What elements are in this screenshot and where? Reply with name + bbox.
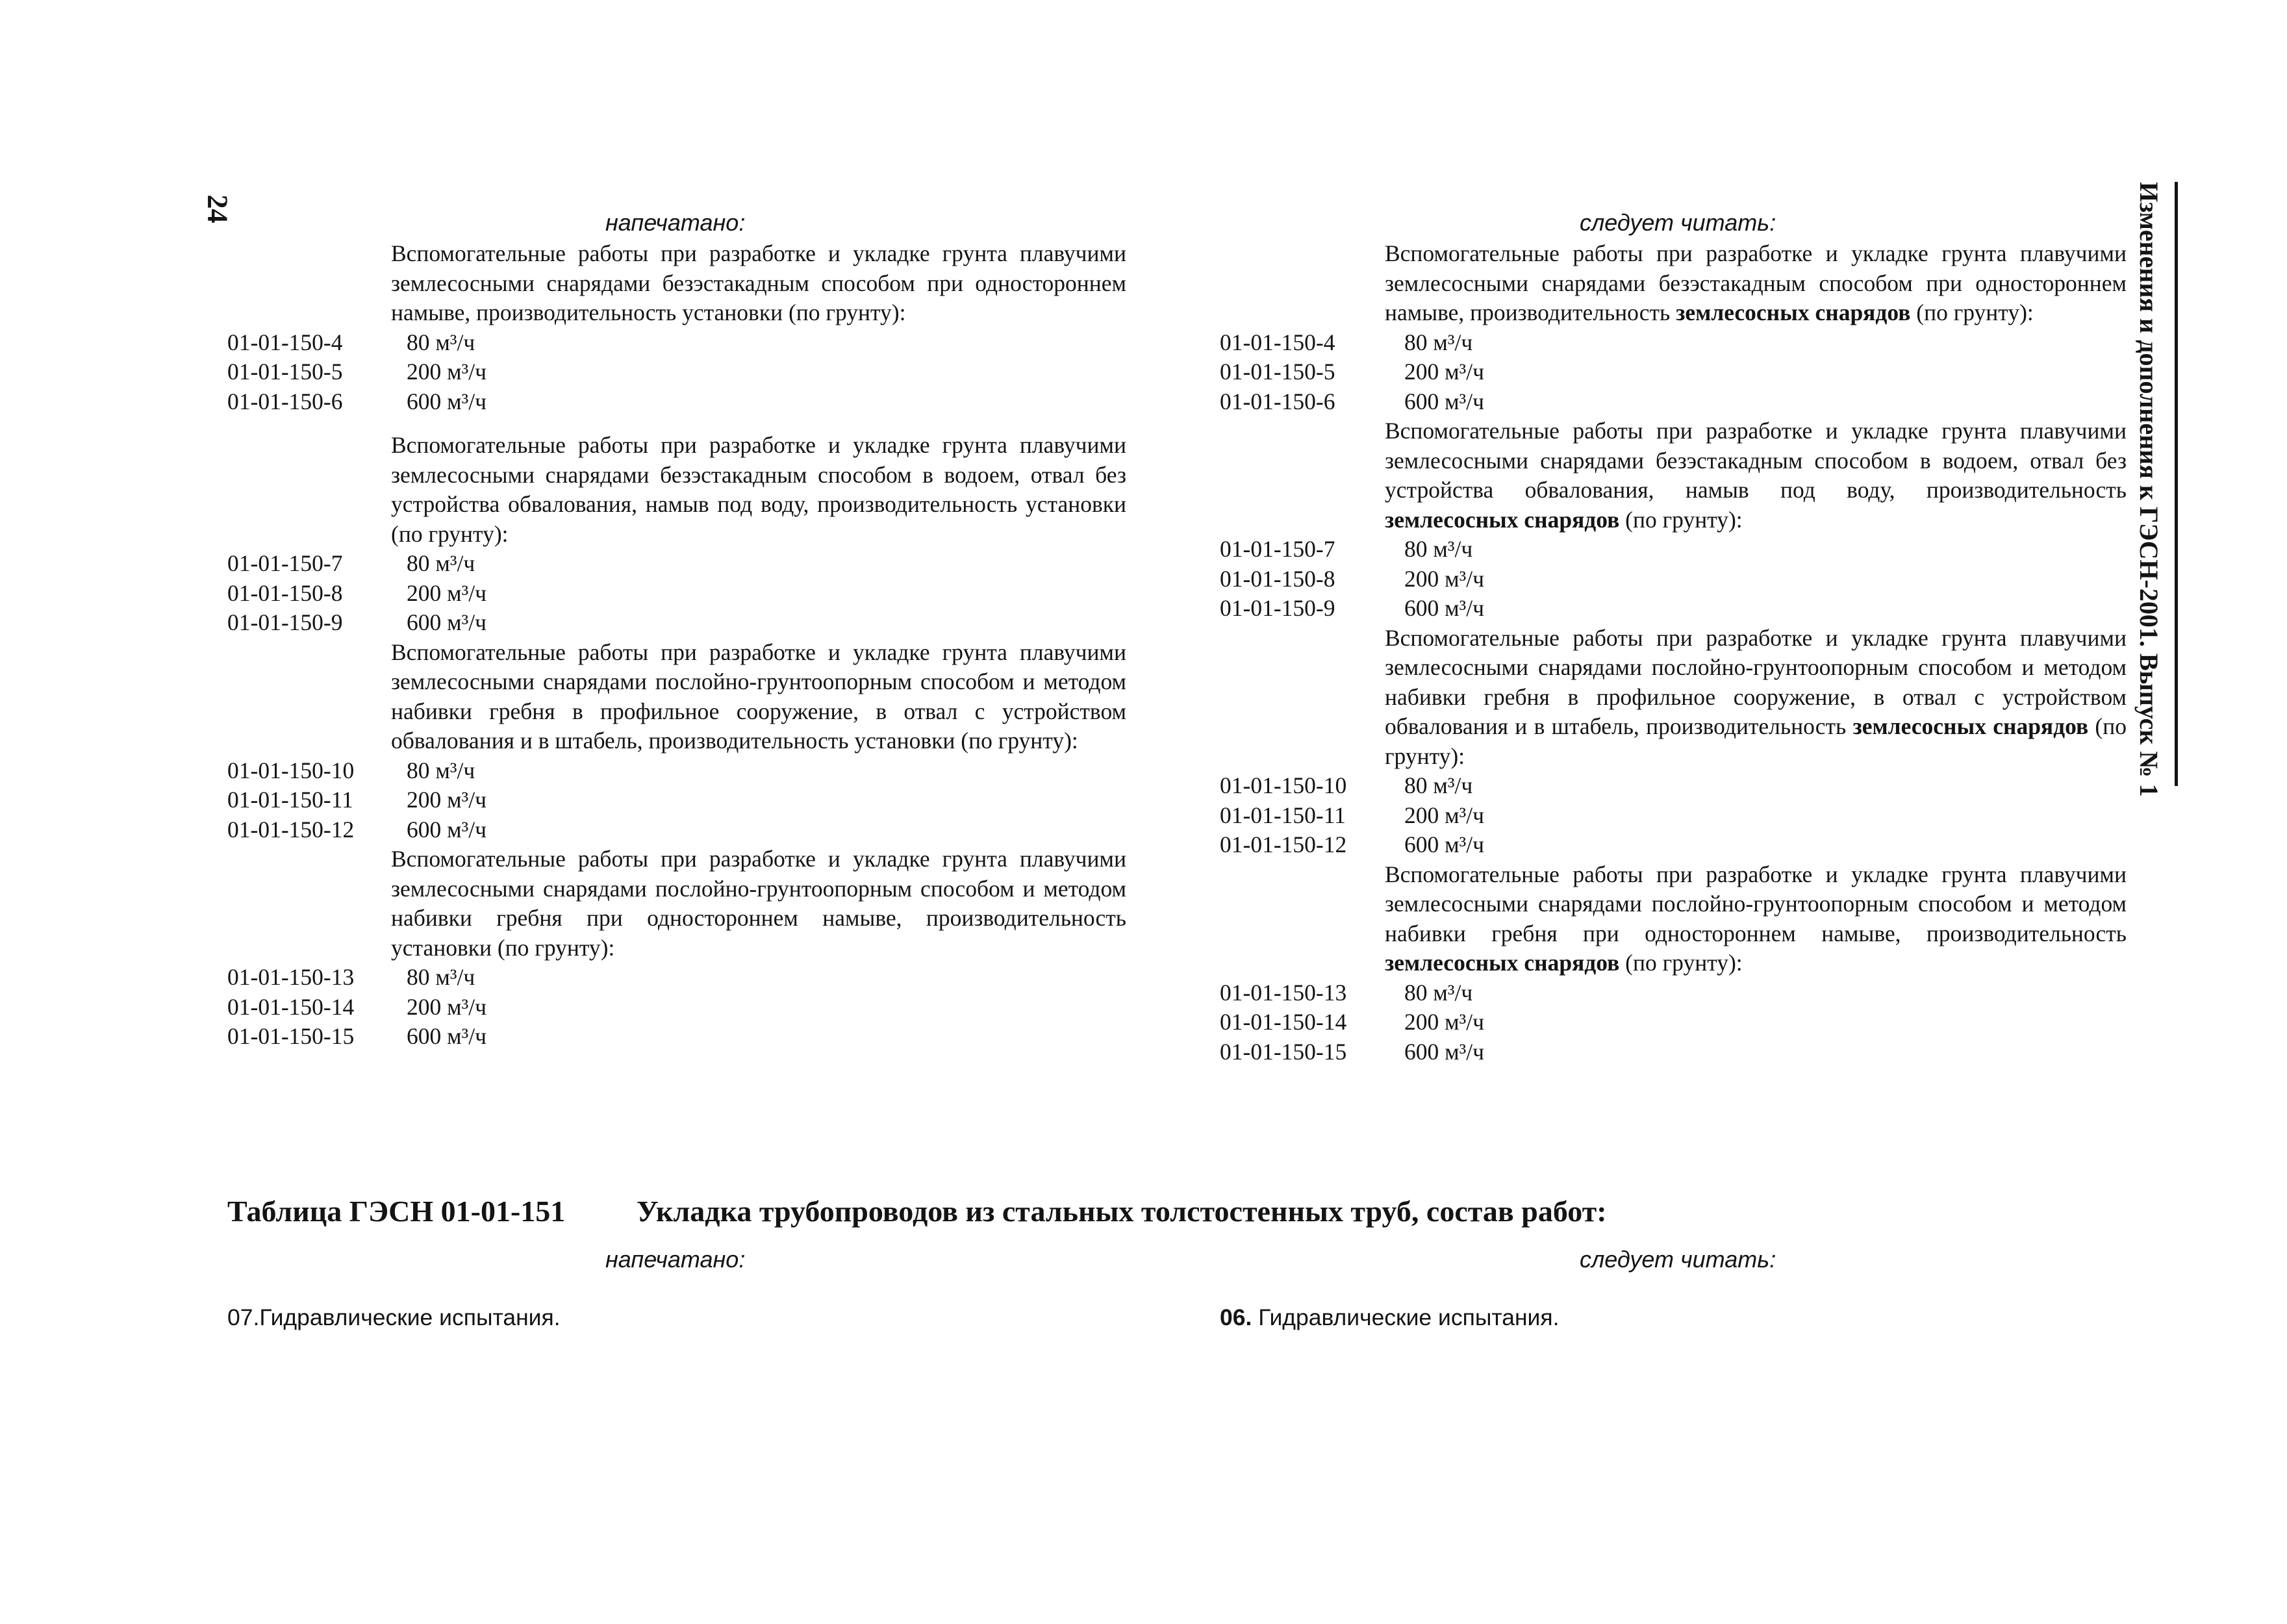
rate-code: 01-01-150-9 [1220,595,1335,621]
section [227,844,1137,1052]
rate-row [227,579,1137,609]
section-description [1385,239,2127,328]
rate-value: 200 м³/ч [1404,565,1484,592]
rate-value: 80 м³/ч [1404,536,1473,562]
rate-row [1220,357,2129,387]
section-description [391,638,1126,756]
bottom-corrected-item-text: Гидравлические испытания. [1252,1304,1560,1330]
rate-code: 01-01-150-11 [1220,802,1346,828]
rate-code: 01-01-150-8 [1220,565,1335,592]
rate-value: 80 м³/ч [407,964,475,990]
section [1220,416,2129,624]
rate-row [227,963,1137,993]
description-part: (по грунту): [1910,299,2034,325]
rate-value: 600 м³/ч [407,609,486,635]
rate-row [1220,535,2129,565]
rate-code: 01-01-150-12 [227,816,355,843]
description-part: Вспомогательные работы при разработке и укладке грунта плавучими землесосными снарядами безэстакадным способом в водоем, отвал без устройства обвалования, намыв под воду, производительность [1385,418,2127,503]
rate-value: 600 м³/ч [407,1023,486,1049]
description-part: Вспомогательные работы при разработке и укладке грунта плавучими землесосными снарядами безэстакадным способом при одностороннем намыве, производительность установки (по грунту): [391,240,1126,325]
rate-row [1220,328,2129,358]
rate-code: 01-01-150-10 [227,757,355,783]
section [1220,239,2129,416]
description-part: Вспомогательные работы при разработке и укладке грунта плавучими землесосными снарядами послойно-грунтоопорным способом и методом набивки гребня при одностороннем намыве, производительность установки (по грунту): [391,846,1126,961]
printed-heading: напечатано: [605,209,746,236]
rate-code: 01-01-150-5 [1220,359,1335,385]
description-bold-part: землесосных снарядов [1852,713,2089,739]
section [1220,860,2129,1067]
rate-value: 200 м³/ч [407,787,486,813]
rate-value: 80 м³/ч [1404,979,1473,1006]
rate-row [227,756,1137,786]
page-number: 24 [201,194,234,223]
rate-code: 01-01-150-4 [1220,329,1335,355]
rate-value: 80 м³/ч [407,757,475,783]
rate-code: 01-01-150-11 [227,787,353,813]
rate-row [227,608,1137,638]
rate-row [227,387,1137,417]
description-bold-part: землесосных снарядов [1385,950,1620,976]
rate-row [227,785,1137,815]
rate-code: 01-01-150-14 [1220,1009,1347,1035]
rate-row [1220,1008,2129,1037]
description-part: Вспомогательные работы при разработке и укладке грунта плавучими землесосными снарядами безэстакадным способом в водоем, отвал без устройства обвалования, намыв под воду, производительность установки (по грунту): [391,432,1126,547]
rate-row [227,815,1137,845]
rate-code: 01-01-150-13 [227,964,355,990]
rate-value: 80 м³/ч [1404,772,1473,798]
bottom-corrected-heading: следует читать: [1580,1246,1776,1273]
section [227,431,1137,638]
description-part: (по грунту): [1619,950,1743,976]
rate-value: 80 м³/ч [1404,329,1473,355]
rate-row [1220,594,2129,624]
rate-row [1220,387,2129,417]
bottom-corrected-item [1220,1304,1559,1331]
rate-code: 01-01-150-7 [1220,536,1335,562]
table-title [227,1194,2111,1228]
rate-row [1220,830,2129,860]
rate-row [1220,565,2129,594]
rate-value: 600 м³/ч [407,388,486,414]
rate-value: 600 м³/ч [407,816,486,843]
corrected-heading: следует читать: [1580,209,1776,236]
rate-value: 200 м³/ч [407,579,486,606]
rate-row [1220,1037,2129,1067]
bottom-printed-heading: напечатано: [605,1246,746,1273]
section-description [391,431,1126,549]
rate-code: 01-01-150-15 [227,1023,355,1049]
table-caption: Укладка трубопроводов из стальных толстостенных труб, состав работ: [637,1195,1607,1228]
section-description [1385,416,2127,535]
rate-code: 01-01-150-14 [227,993,355,1020]
rate-row [1220,978,2129,1008]
rate-value: 200 м³/ч [1404,1009,1484,1035]
description-bold-part: землесосных снарядов [1385,506,1620,533]
rate-code: 01-01-150-6 [1220,388,1335,414]
section-description [391,239,1126,328]
rate-code: 01-01-150-6 [227,388,343,414]
rate-code: 01-01-150-9 [227,609,343,635]
side-title: Изменения и дополнения к ГЭСН-2001. Выпуск № 1 [2134,182,2164,797]
rate-code: 01-01-150-15 [1220,1038,1347,1065]
rate-code: 01-01-150-13 [1220,979,1347,1006]
section-description [391,844,1126,963]
rate-row [227,1022,1137,1052]
rate-value: 200 м³/ч [1404,802,1484,828]
section-description [1385,624,2127,772]
rate-code: 01-01-150-12 [1220,831,1347,857]
rate-row [227,357,1137,387]
description-part: Вспомогательные работы при разработке и укладке грунта плавучими землесосными снарядами послойно-грунтоопорным способом и методом набивки гребня в профильное сооружение, в отвал с устройством обвалования и в штабель, производительность установки (по грунту): [391,639,1126,754]
rate-code: 01-01-150-4 [227,329,343,355]
rate-row [1220,801,2129,831]
description-part: Вспомогательные работы при разработке и укладке грунта плавучими землесосными снарядами безэстакадным способом при одностороннем намыве, производительность [1385,240,2127,325]
description-part: Вспомогательные работы при разработке и укладке грунта плавучими землесосными снарядами послойно-грунтоопорным способом и методом набивки гребня в профильное сооружение, в отвал с устройством обвалования и в штабель, производительность [1385,624,2127,739]
rate-code: 01-01-150-10 [1220,772,1347,798]
side-rule [2175,182,2178,786]
bottom-printed-item: 07.Гидравлические испытания. [227,1304,561,1330]
section-description [1385,860,2127,978]
bottom-corrected-item-number: 06. [1220,1304,1252,1330]
description-bold-part: землесосных снарядов [1676,299,1911,325]
rate-value: 600 м³/ч [1404,595,1484,621]
rate-value: 200 м³/ч [407,359,486,385]
section [227,239,1137,416]
corrected-column [1220,207,2129,1067]
rate-value: 600 м³/ч [1404,388,1484,414]
description-part: (по грунту): [1385,713,2127,769]
section [1220,624,2129,860]
table-code: Таблица ГЭСН 01-01-151 [227,1195,566,1228]
section [227,638,1137,845]
description-part: Вспомогательные работы при разработке и укладке грунта плавучими землесосными снарядами послойно-грунтоопорным способом и методом набивки гребня при одностороннем намыве, производительность [1385,861,2127,946]
rate-value: 600 м³/ч [1404,831,1484,857]
printed-column [227,207,1137,1052]
rate-code: 01-01-150-8 [227,579,343,606]
rate-row [1220,771,2129,801]
description-part: (по грунту): [1619,506,1743,533]
rate-row [227,549,1137,579]
rate-value: 200 м³/ч [1404,359,1484,385]
rate-code: 01-01-150-7 [227,550,343,576]
rate-code: 01-01-150-5 [227,359,343,385]
rate-row [227,328,1137,358]
rate-row [227,993,1137,1022]
rate-value: 80 м³/ч [407,329,475,355]
rate-value: 200 м³/ч [407,993,486,1020]
rate-value: 80 м³/ч [407,550,475,576]
rate-value: 600 м³/ч [1404,1038,1484,1065]
